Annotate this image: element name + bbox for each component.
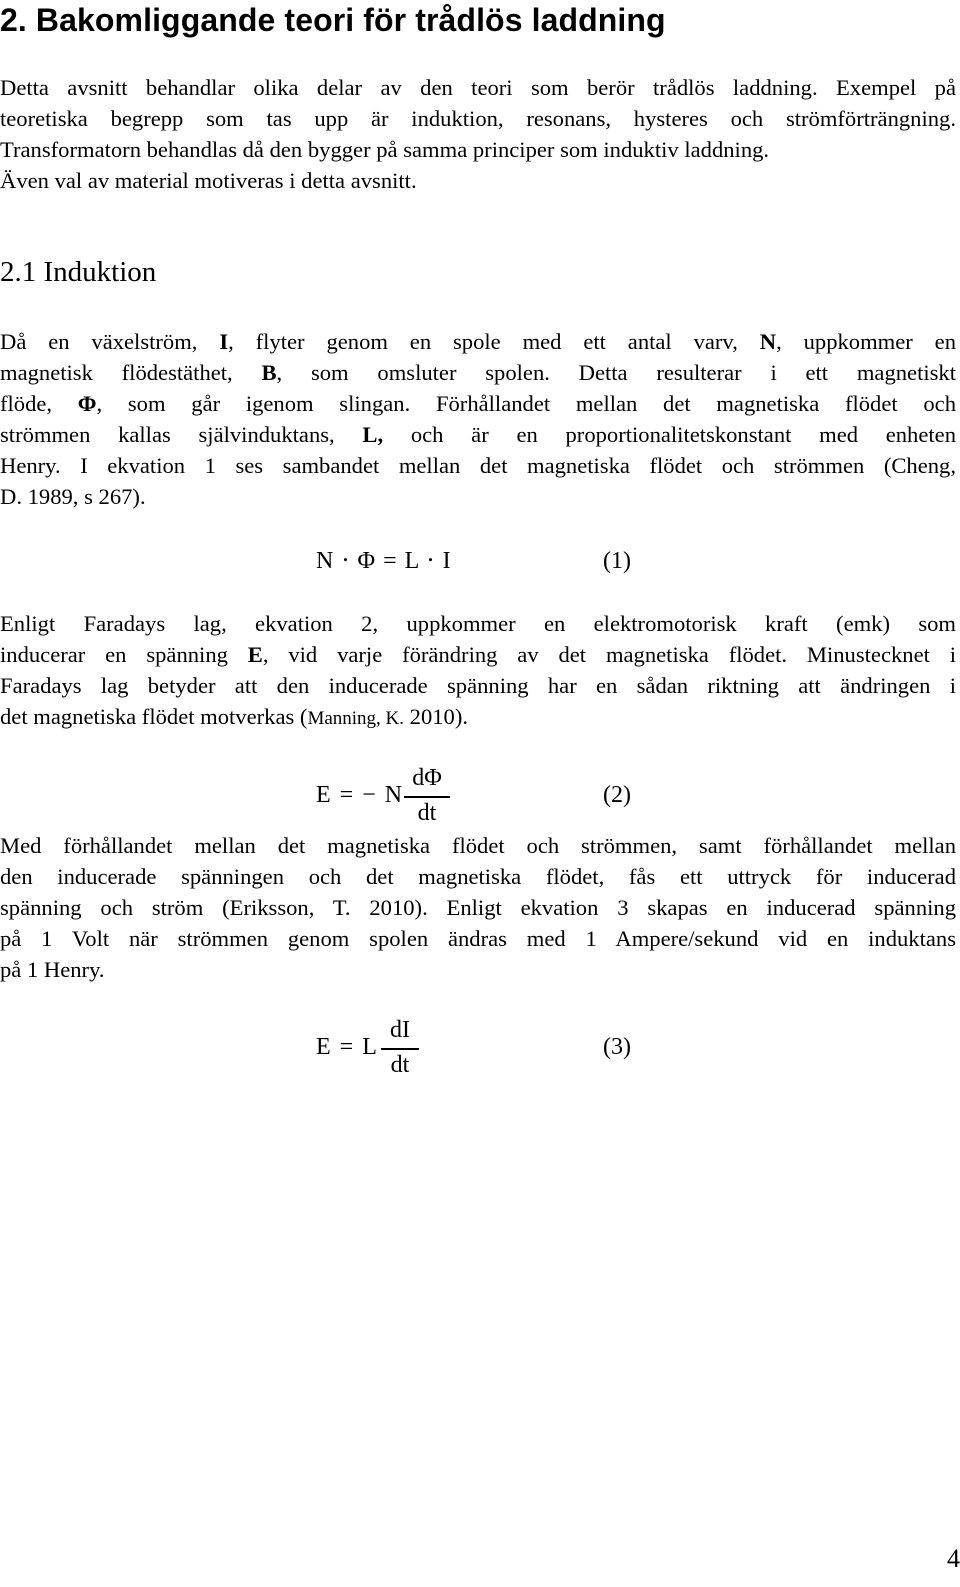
intro-line: Detta avsnitt behandlar olika delar av den teori som berör trådlös laddning. Exempel på bbox=[0, 75, 956, 100]
paragraph-line bbox=[0, 326, 956, 357]
equation-3-number: (3) bbox=[603, 1034, 631, 1060]
symbol-inductance: L, bbox=[362, 422, 384, 447]
paragraph-line: den inducerade spänningen och det magnetiska flödet, fås ett uttryck för inducerad bbox=[0, 864, 956, 889]
paragraph-line bbox=[0, 419, 956, 450]
symbol-voltage: E bbox=[247, 642, 263, 667]
section-heading: 2.1 Induktion bbox=[0, 256, 157, 288]
text-run: 2010). bbox=[404, 704, 469, 729]
symbol-flux: Φ bbox=[77, 391, 97, 416]
faraday-paragraph bbox=[0, 608, 956, 734]
equation-2-lhs: E = − N bbox=[316, 782, 403, 808]
text-run: , uppkommer en bbox=[776, 329, 956, 354]
text-run: , som omsluter spolen. Detta resulterar i ett magnetiskt bbox=[276, 360, 956, 385]
equation-1: N ⋅ Φ = L ⋅ I bbox=[316, 548, 451, 574]
paragraph-line bbox=[0, 388, 956, 419]
induction-paragraph bbox=[0, 326, 956, 512]
symbol-turns: N bbox=[759, 329, 777, 354]
text-run: Då en växelström, bbox=[0, 329, 220, 354]
combined-paragraph bbox=[0, 830, 956, 985]
equation-2-numerator: dΦ bbox=[412, 765, 442, 791]
equation-2-denominator: dt bbox=[417, 800, 437, 826]
equation-3-numerator: dI bbox=[390, 1017, 410, 1043]
paragraph-line bbox=[0, 639, 956, 670]
paragraph-line: Med förhållandet mellan det magnetiska flödet och strömmen, samt förhållandet mellan bbox=[0, 833, 956, 858]
symbol-flux-density: B bbox=[261, 360, 277, 385]
text-run: strömmen kallas självinduktans, bbox=[0, 422, 363, 447]
intro-line: Transformatorn behandlas då den bygger på samma principer som induktiv laddning. bbox=[0, 137, 770, 162]
equation-1-number: (1) bbox=[603, 548, 631, 574]
equation-2-number: (2) bbox=[603, 782, 631, 808]
text-run: , vid varje förändring av det magnetiska flödet. Minustecknet i bbox=[262, 642, 957, 667]
equation-3-lhs: E = L bbox=[316, 1034, 377, 1060]
chapter-heading: 2. Bakomliggande teori för trådlös laddning bbox=[0, 2, 666, 38]
paragraph-line: Henry. I ekvation 1 ses sambandet mellan det magnetiska flödet och strömmen (Cheng, bbox=[0, 453, 956, 478]
paragraph-line: spänning och ström (Eriksson, T. 2010). Enligt ekvation 3 skapas en inducerad spänning bbox=[0, 895, 956, 920]
paragraph-line bbox=[0, 701, 956, 734]
paragraph-line: Enligt Faradays lag, ekvation 2, uppkommer en elektromotorisk kraft (emk) som bbox=[0, 611, 956, 636]
text-run: , som går igenom slingan. Förhållandet mellan det magnetiska flödet och bbox=[96, 391, 956, 416]
text-run: magnetisk flödestäthet, bbox=[0, 360, 262, 385]
text-run: och är en proportionalitetskonstant med enheten bbox=[383, 422, 956, 447]
text-run: flöde, bbox=[0, 391, 78, 416]
intro-paragraph bbox=[0, 72, 956, 196]
text-run: det magnetiska flödet motverkas ( bbox=[0, 704, 308, 729]
intro-line: teoretiska begrepp som tas upp är induktion, resonans, hysteres och strömförträngning. bbox=[0, 106, 956, 131]
text-run: inducerar en spänning bbox=[0, 642, 248, 667]
citation-author: Manning, K. bbox=[307, 708, 405, 729]
paragraph-line: Faradays lag betyder att den inducerade spänning har en sådan riktning att ändringen i bbox=[0, 673, 956, 698]
paragraph-line: på 1 Henry. bbox=[0, 957, 105, 982]
paragraph-line bbox=[0, 357, 956, 388]
paragraph-line: på 1 Volt när strömmen genom spolen ändras med 1 Ampere/sekund vid en induktans bbox=[0, 926, 956, 951]
intro-line: Även val av material motiveras i detta avsnitt. bbox=[0, 168, 417, 193]
equation-3-denominator: dt bbox=[390, 1052, 410, 1078]
page-number: 4 bbox=[947, 1544, 960, 1573]
paragraph-line: D. 1989, s 267). bbox=[0, 484, 146, 509]
symbol-current: I bbox=[219, 329, 229, 354]
text-run: , flyter genom en spole med ett antal varv, bbox=[228, 329, 760, 354]
